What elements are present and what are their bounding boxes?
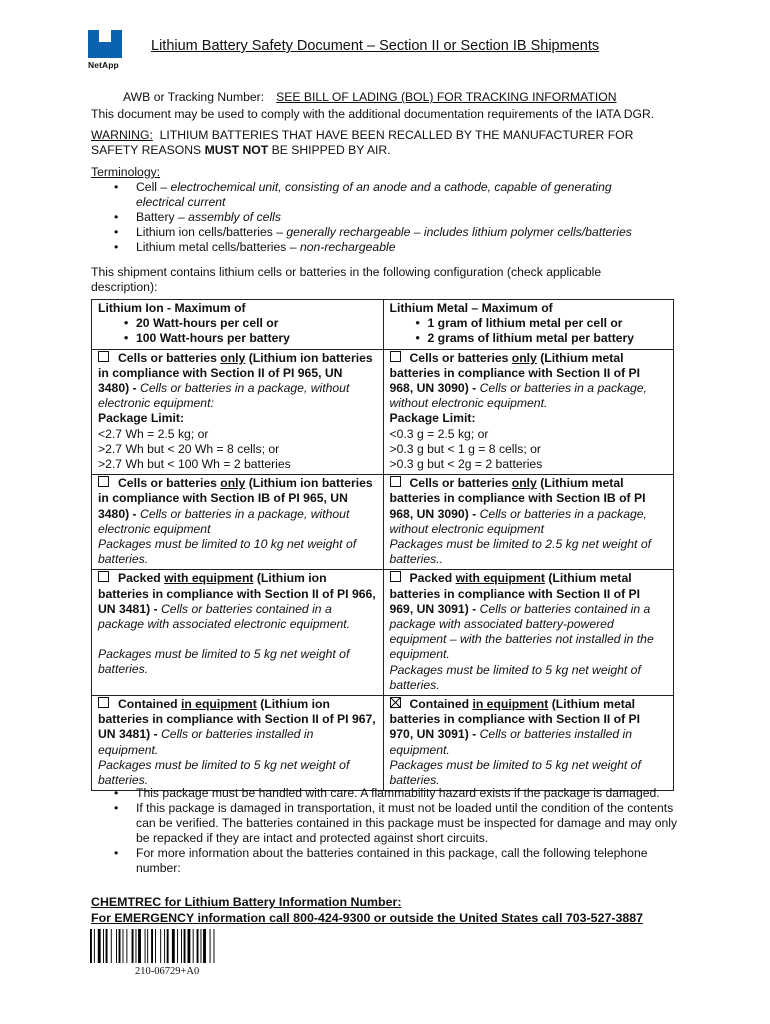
warning-must-not: MUST NOT [204,143,269,157]
package-limit-item: >2.7 Wh but < 100 Wh = 2 batteries [98,457,291,472]
option-text: (Lithium ion batteries in compliance with Section II of PI 966, UN 3481) - [98,571,376,616]
lithium-metal-header [383,300,674,349]
option-text: (Lithium ion batteries in compliance with Section II of PI 965, UN 3480) - [98,350,373,396]
option-emphasis: in equipment [472,697,549,712]
option-emphasis: with equipment [455,571,545,586]
battery-config-table [91,299,674,791]
awb-label: AWB or Tracking Number: [123,90,265,104]
lithium-ion-header [92,300,383,349]
option-description: Cells or batteries in a package, without electronic equipment. [389,381,647,411]
weight-note: Packages must be limited to 10 kg net weight of batteries. [98,537,357,567]
option-text: (Lithium metal batteries in compliance with Section II of PI 969, UN 3091) - [389,571,641,616]
list-item: • 2 grams of lithium metal per battery [428,331,668,346]
ion-limits [98,316,377,346]
list-item: • 20 Watt-hours per cell or [136,316,377,331]
option-description: Cells or batteries in a package, without electronic equipment: [98,381,350,411]
document-code: 210-06729+A0 [135,966,200,977]
package-limit-item: <2.7 Wh = 2.5 kg; or [98,426,209,441]
warning-body: LITHIUM BATTERIES THAT HAVE BEEN RECALLED BY THE MANUFACTURER FOR SAFETY REASONS [91,128,634,157]
option-text: Cells or batteries [409,476,512,491]
netapp-logo [88,30,126,70]
option-text: (Lithium ion batteries in compliance with Section II of PI 967, UN 3481) - [98,697,376,742]
option-emphasis: only [220,350,246,365]
checkbox-metal-pi970-checked[interactable] [390,697,401,708]
package-limit-item: >0.3 g but < 2g = 2 batteries [389,457,543,472]
option-text: Cells or batteries [409,350,512,365]
option-description: Cells or batteries installed in equipment. [389,727,633,757]
weight-note: Packages must be limited to 5 kg net weight of batteries. [389,662,641,692]
option-description: Cells or batteries contained in a package with associated electronic equipment. [98,601,351,632]
checkbox-ion-pi966[interactable] [98,571,109,582]
option-ion-section-ib-pi965 [92,475,383,569]
warning-tail: BE SHIPPED BY AIR. [271,143,391,157]
term-name: Lithium ion cells/batteries – [136,225,287,239]
term-item [136,210,756,225]
table-row [92,349,673,475]
table-row [92,569,673,695]
terminology-list [136,180,756,255]
option-text: Cells or batteries [118,350,221,365]
term-name: Lithium metal cells/batteries – [136,240,300,254]
option-text: (Lithium metal batteries in compliance with Section IB of PI 968, UN 3090) - [389,476,646,521]
warning-label: WARNING: [91,128,153,142]
term-name: Cell – [136,180,171,194]
option-emphasis: only [511,350,537,365]
term-definition: generally rechargeable – includes lithium polymer cells/batteries [286,225,632,239]
checkbox-metal-pi968-ib[interactable] [390,476,401,487]
option-ion-packed-pi966 [92,570,383,695]
weight-note: Packages must be limited to 5 kg net weight of batteries. [389,757,641,788]
option-ion-contained-pi967 [92,696,383,790]
document-title: Lithium Battery Safety Document – Section II or Section IB Shipments [151,38,600,54]
option-description: Cells or batteries in a package, without electronic equipment [389,506,647,536]
term-name: Battery – [136,210,189,224]
brand-name: NetApp [88,60,119,70]
weight-note: Packages must be limited to 5 kg net weight of batteries. [98,647,350,677]
metal-heading: Lithium Metal – Maximum of [389,301,553,315]
option-description: Cells or batteries contained in a package with associated battery-powered equipment – with the batteries not installed in the equipment. [389,601,654,662]
terminology-section [91,165,756,255]
package-limit-label: Package Limit: [389,411,476,426]
weight-note: Packages must be limited to 2.5 kg net weight of batteries.. [389,537,651,567]
option-metal-contained-pi970 [383,696,674,790]
option-emphasis: only [220,476,246,491]
term-item [136,240,756,255]
checkbox-ion-pi967[interactable] [98,697,109,708]
emergency-line: For EMERGENCY information call 800-424-9300 or outside the United States call 703-527-3887 [91,911,644,925]
option-metal-section-ib-pi968 [383,475,674,569]
option-description: Cells or batteries in a package, without electronic equipment [98,506,350,536]
chemtrec-line: CHEMTREC for Lithium Battery Information Number: [91,895,402,909]
terminology-heading: Terminology: [91,165,161,179]
list-item: • For more information about the batteries contained in this package, call the following telephone number: [136,846,681,876]
table-row [92,695,673,790]
list-item: • This package must be handled with care. A flammability hazard exists if the package is damaged. [136,786,681,801]
option-metal-section-ii-pi968 [383,350,674,475]
package-limit-item: >2.7 Wh but < 20 Wh = 8 cells; or [98,441,280,456]
ion-heading: Lithium Ion - Maximum of [98,301,246,315]
option-metal-packed-pi969 [383,570,674,695]
list-item: • If this package is damaged in transportation, it must not be loaded until the condition of the contents can be verified. The batteries contained in this package must be inspected for damage and may only be repacked if they are intact and protected against short circuits. [136,801,681,846]
handling-notes [91,786,681,876]
option-text: Packed [118,571,165,586]
checkbox-metal-pi968-ii[interactable] [390,351,401,362]
option-text: Packed [409,571,456,586]
option-text: (Lithium metal batteries in compliance with Section II of PI 970, UN 3091) - [389,697,641,742]
term-definition: electrochemical unit, consisting of an anode and a cathode, capable of generating electrical current [136,180,612,209]
package-limit-item: >0.3 g but < 1 g = 8 cells; or [389,441,541,456]
package-limit-label: Package Limit: [98,411,185,426]
checkbox-metal-pi969[interactable] [390,571,401,582]
term-definition: assembly of cells [188,210,281,224]
notes-list [136,786,681,876]
package-limit-item: <0.3 g = 2.5 kg; or [389,426,489,441]
option-text: Contained [409,697,473,712]
metal-limits [390,316,668,346]
weight-note: Packages must be limited to 5 kg net weight of batteries. [98,757,350,788]
table-row [92,474,673,569]
awb-value: SEE BILL OF LADING (BOL) FOR TRACKING INFORMATION [276,90,617,104]
barcode-icon [90,929,250,963]
checkbox-ion-pi965-ib[interactable] [98,476,109,487]
option-text: (Lithium ion batteries in compliance with Section IB of PI 965, UN 3480) - [98,476,373,521]
awb-line [123,90,623,104]
table-row [92,300,673,349]
list-item: • 100 Watt-hours per battery [136,331,377,346]
checkbox-ion-pi965-ii[interactable] [98,351,109,362]
option-text: Contained [118,697,181,712]
option-text: (Lithium metal batteries in compliance with Section II of PI 968, UN 3090) - [389,350,641,396]
option-ion-section-ii-pi965 [92,350,383,475]
option-emphasis: only [511,476,537,491]
term-item [136,225,756,240]
emergency-contacts [91,894,643,926]
config-intro: This shipment contains lithium cells or batteries in the following configuration (check applicable description): [91,265,602,294]
option-emphasis: in equipment [180,697,257,712]
intro-text: This document may be used to comply with the additional documentation requirements of the IATA DGR. [91,107,655,121]
list-item: • 1 gram of lithium metal per cell or [428,316,668,331]
option-emphasis: with equipment [164,571,254,586]
term-definition: non-rechargeable [299,240,396,254]
option-text: Cells or batteries [118,476,221,491]
netapp-logo-icon [88,30,122,58]
term-item [136,180,656,210]
option-description: Cells or batteries installed in equipment. [98,727,314,757]
warning-text [91,128,671,158]
